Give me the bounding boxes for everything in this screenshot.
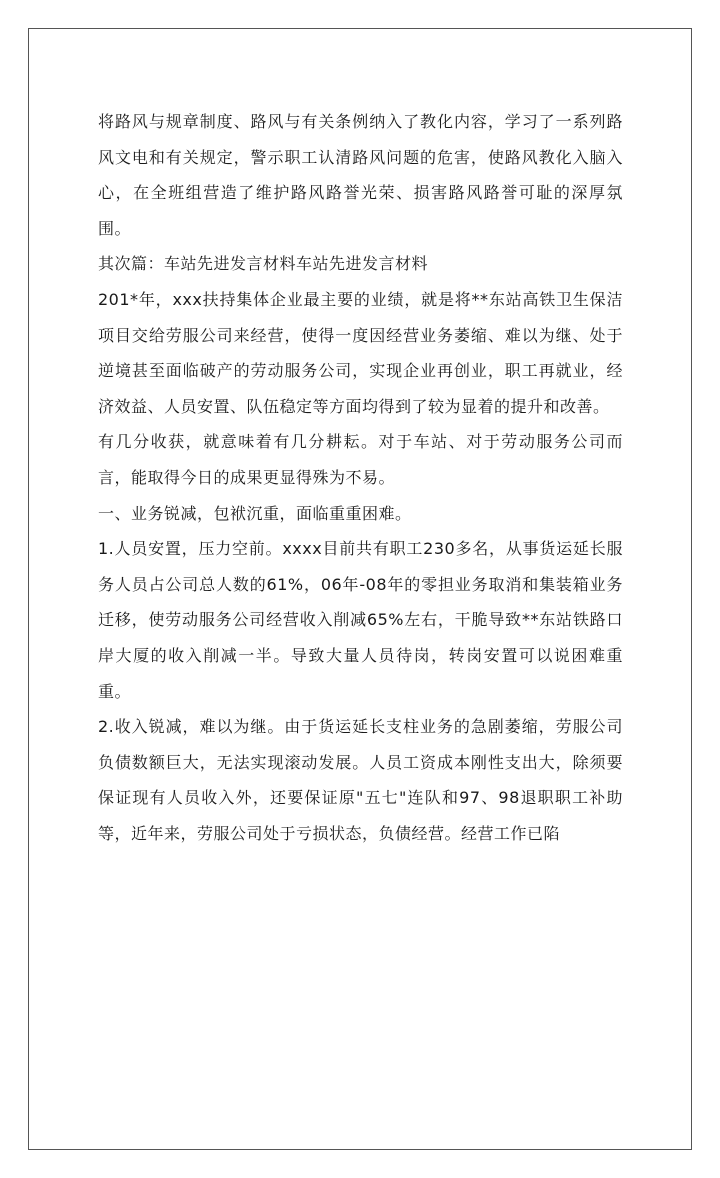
paragraph-1: 将路风与规章制度、路风与有关条例纳入了教化内容，学习了一系列路风文电和有关规定，警示职工认清路风问题的危害，使路风教化入脑入心，在全班组营造了维护路风路誉光荣、损害路风路誉可耻的深厚氛围。 (98, 112, 623, 238)
paragraph-3: 201*年，xxx扶持集体企业最主要的业绩，就是将**东站高铁卫生保洁项目交给劳服公司来经营，使得一度因经营业务萎缩、难以为继、处于逆境甚至面临破产的劳动服务公司，实现企业再创业，职工再就业，经济效益、人员安置、队伍稳定等方面均得到了较为显着的提升和改善。 (98, 289, 623, 416)
paragraph-2-heading: 其次篇：车站先进发言材料车站先进发言材料 (98, 254, 429, 274)
paragraph-5-section-heading: 一、业务锐减，包袱沉重，面临重重困难。 (98, 503, 412, 523)
document-body (98, 104, 623, 851)
paragraph-4: 有几分收获，就意味着有几分耕耘。对于车站、对于劳动服务公司而言，能取得今日的成果更显得殊为不易。 (98, 432, 623, 487)
paragraph-6: 1.人员安置，压力空前。xxxx目前共有职工230多名，从事货运延长服务人员占公司总人数的61%，06年-08年的零担业务取消和集装箱业务迁移，使劳动服务公司经营收入削减65%左右，干脆导致**东站铁路口岸大厦的收入削减一半。导致大量人员待岗，转岗安置可以说困难重重。 (98, 539, 623, 701)
paragraph-7: 2.收入锐减，难以为继。由于货运延长支柱业务的急剧萎缩，劳服公司负债数额巨大，无法实现滚动发展。人员工资成本刚性支出大，除须要保证现有人员收入外，还要保证原"五七"连队和97、98退职职工补助等，近年来，劳服公司处于亏损状态，负债经营。经营工作已陷 (98, 717, 623, 843)
